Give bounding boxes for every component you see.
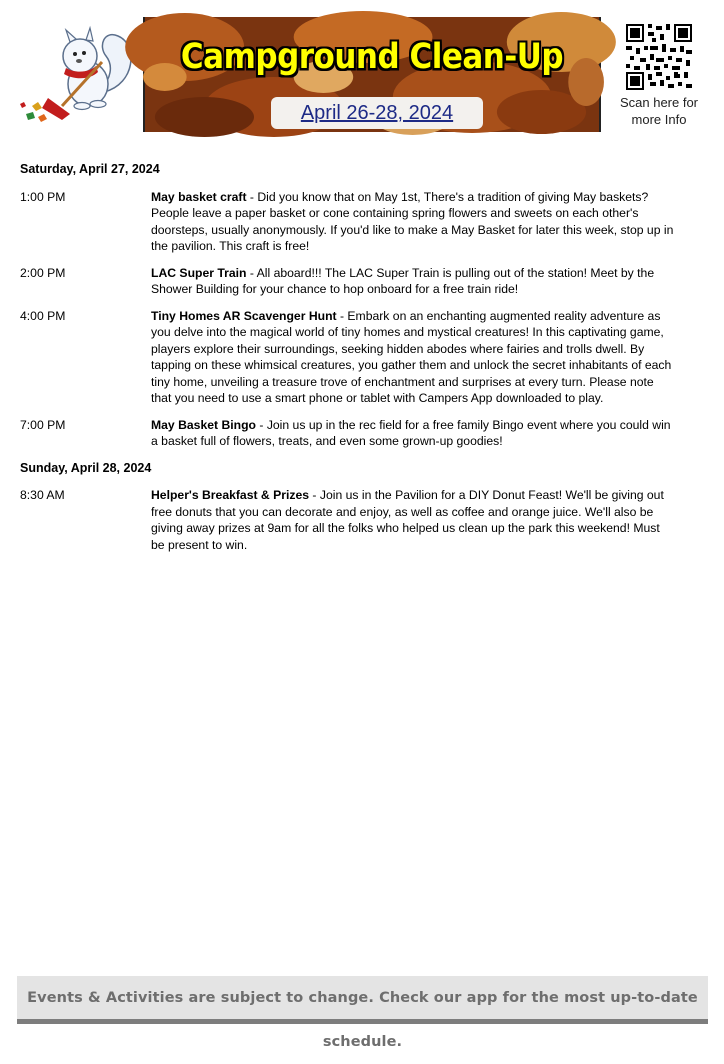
event-description	[151, 265, 675, 298]
squirrel-mascot-illustration	[18, 22, 138, 126]
event-title: May Basket Bingo	[151, 417, 256, 432]
event-details: - All aboard!!! The LAC Super Train is pulling out of the station! Meet by the Shower Building for your chance to hop onboard for a free train ride!	[151, 265, 655, 296]
event-details: - Did you know that on May 1st, There's a tradition of giving May baskets? People leave a paper basket or cone containing spring flowers and sweets on each other's doorsteps, usually anonymously. If you'd like to make a May Basket for later this week, stop up in the pavilion. This craft is free!	[151, 189, 674, 253]
schedule-row	[20, 260, 675, 303]
event-time: 2:00 PM	[20, 265, 66, 280]
event-details: - Join us up in the rec field for a free family Bingo event where you could win a basket full of flowers, treats, and even some grown-up goodies!	[151, 417, 671, 448]
event-time: 8:30 AM	[20, 488, 65, 502]
schedule-row	[20, 482, 675, 558]
event-schedule	[20, 160, 675, 558]
event-time: 7:00 PM	[20, 417, 66, 432]
event-details: - Join us in the Pavilion for a DIY Donut Feast! We'll be giving out free donuts that you can decorate and enjoy, as well as coffee and orange juice. We'll also be giving away prizes at 9am for all the folks who helped us clean up the park this weekend! Must be present to win.	[151, 488, 664, 552]
event-title: May basket craft	[151, 189, 247, 204]
qr-caption: Scan here for more Info	[619, 95, 699, 127]
event-title: Helper's Breakfast & Prizes	[151, 488, 310, 502]
event-time: 1:00 PM	[20, 189, 66, 204]
day-heading-sunday: Sunday, April 28, 2024	[20, 460, 152, 475]
qr-code-icon[interactable]	[626, 24, 692, 90]
schedule-row	[20, 303, 675, 412]
event-banner	[143, 17, 601, 132]
footer-notice: Events & Activities are subject to change. Check our app for the most up-to-date schedule.	[17, 976, 708, 1024]
day-heading-saturday: Saturday, April 27, 2024	[20, 162, 160, 176]
schedule-row	[20, 184, 675, 260]
schedule-row	[20, 412, 675, 455]
event-title: LAC Super Train	[151, 265, 247, 280]
event-description	[151, 417, 675, 450]
event-details: - Embark on an enchanting augmented reality adventure as you delve into the magical world of tiny homes and mystical creatures! In this captivating game, players explore their surroundings, seeking hidden abodes where fairies and trolls dwell. By tapping on these whimsical creatures, you gather them and unlock the secret inhabitants of each tiny home, unveiling a treasure trove of enchantment and surprises at every turn. Please note that you need to use a smart phone or tablet with Campers App downloaded to play.	[151, 308, 672, 405]
event-dates-link[interactable]: April 26-28, 2024	[271, 97, 483, 129]
event-time: 4:00 PM	[20, 308, 66, 323]
event-title: Tiny Homes AR Scavenger Hunt	[151, 308, 337, 323]
event-description	[151, 487, 675, 553]
event-description	[151, 308, 675, 407]
event-title: Campground Clean-Up	[180, 36, 564, 78]
event-description	[151, 189, 675, 255]
